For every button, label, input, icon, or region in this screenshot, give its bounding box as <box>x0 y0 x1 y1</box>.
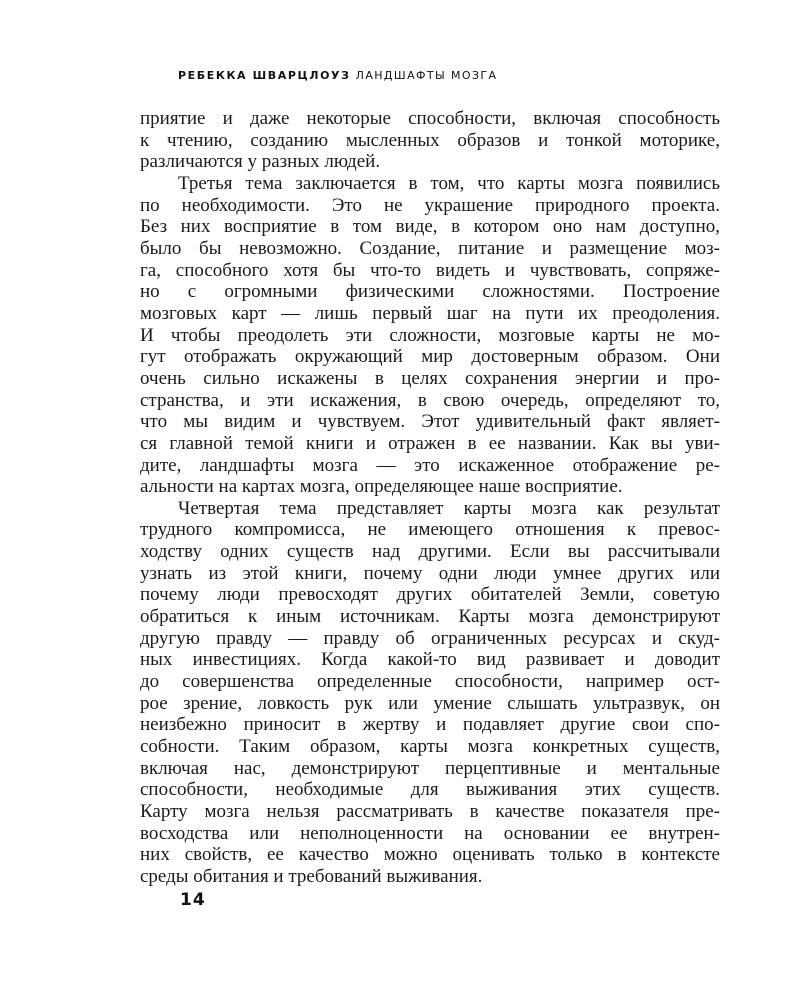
text-line: ся главной темой книги и отражен в ее названии. Как вы уви- <box>140 432 720 454</box>
text-line: по необходимости. Это не украшение природного проекта. <box>140 194 720 216</box>
page-number: 14 <box>180 890 206 910</box>
text-line: узнать из этой книги, почему одни люди умнее других или <box>140 562 720 584</box>
text-line: га, способного хотя бы что-то видеть и чувствовать, сопряже- <box>140 259 720 281</box>
text-line: способности, необходимые для выживания этих существ. <box>140 779 720 801</box>
text-line: было бы невозможно. Создание, питание и размещение моз- <box>140 237 720 259</box>
paragraph-first-line: Четвертая тема представляет карты мозга как результат <box>178 497 720 519</box>
text-line: почему люди превосходят других обитателей Земли, советую <box>140 584 720 606</box>
text-line: альности на картах мозга, определяющее наше восприятие. <box>140 476 623 498</box>
paragraph-first-line: Третья тема заключается в том, что карты мозга появились <box>178 172 720 194</box>
text-line: включая нас, демонстрируют перцептивные и ментальные <box>140 757 720 779</box>
text-line: мозговых карт — лишь первый шаг на пути их преодоления. <box>140 302 720 324</box>
text-line: что мы видим и чувствуем. Этот удивительный факт являет- <box>140 411 720 433</box>
text-line: к чтению, созданию мысленных образов и тонкой моторике, <box>140 129 720 151</box>
text-line: гут отображать окружающий мир достоверным образом. Они <box>140 346 720 368</box>
text-line: приятие и даже некоторые способности, включая способность <box>140 108 720 129</box>
text-line: странства, и эти искажения, в свою очередь, определяют то, <box>140 389 720 411</box>
text-line: них свойств, ее качество можно оценивать только в контексте <box>140 844 720 866</box>
text-line: дите, ландшафты мозга — это искаженное отображение ре- <box>140 454 720 476</box>
running-head-author: РЕБЕККА ШВАРЦЛОУЗ <box>178 69 351 82</box>
text-line: собности. Таким образом, карты мозга конкретных существ, <box>140 736 720 758</box>
text-line: до совершенства определенные способности, например ост- <box>140 671 720 693</box>
text-line: среды обитания и требований выживания. <box>140 865 483 887</box>
text-line: очень сильно искажены в целях сохранения энергии и про- <box>140 367 720 389</box>
text-line: неизбежно приносит в жертву и подавляет другие свои спо- <box>140 714 720 736</box>
text-line: ходству одних существ над другими. Если вы рассчитывали <box>140 541 720 563</box>
text-line: И чтобы преодолеть эти сложности, мозговые карты не мо- <box>140 324 720 346</box>
text-line: восходства или неполноценности на основании ее внутрен- <box>140 822 720 844</box>
text-line: обратиться к иным источникам. Карты мозга демонстрируют <box>140 606 720 628</box>
body-text <box>140 108 720 888</box>
running-head <box>178 69 497 82</box>
text-line: Без них восприятие в том виде, в котором оно нам доступно, <box>140 216 720 238</box>
text-line: трудного компромисса, не имеющего отношения к превос- <box>140 519 720 541</box>
text-line: рое зрение, ловкость рук или умение слышать ультразвук, он <box>140 692 720 714</box>
text-line: но с огромными физическими сложностями. Построение <box>140 281 720 303</box>
text-line: Карту мозга нельзя рассматривать в качестве показателя пре- <box>140 801 720 822</box>
running-head-book-title: ЛАНДШАФТЫ МОЗГА <box>355 69 498 82</box>
text-line: различаются у разных людей. <box>140 151 381 173</box>
text-line: другую правду — правду об ограниченных ресурсах и скуд- <box>140 627 720 649</box>
text-line: ных инвестициях. Когда какой-то вид развивает и доводит <box>140 649 720 671</box>
